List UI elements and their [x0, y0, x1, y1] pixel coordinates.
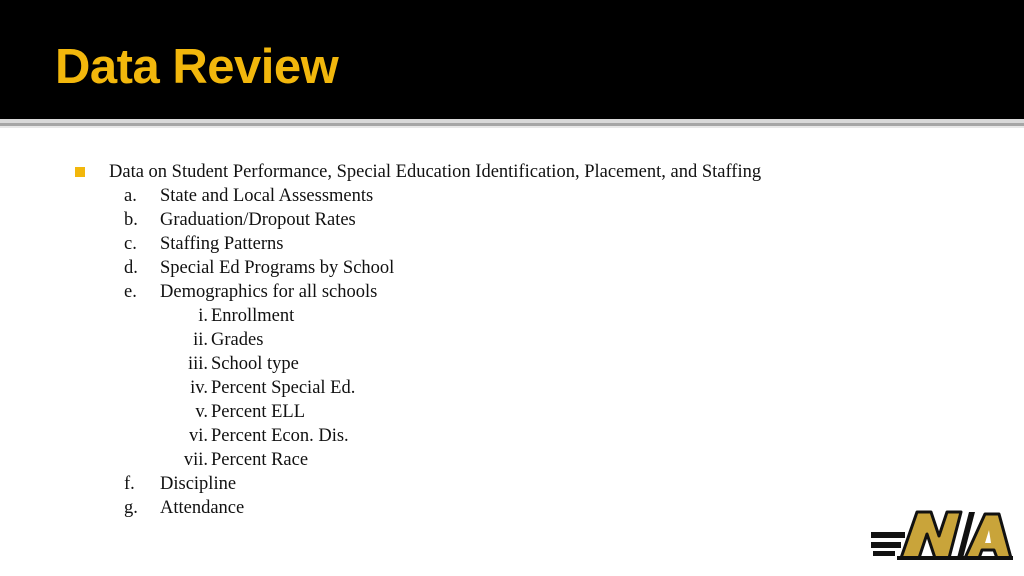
list-marker: b. — [124, 210, 138, 230]
list-item: Staffing Patterns — [160, 234, 284, 254]
sublist-marker: i. — [198, 306, 208, 326]
sublist-marker: iv. — [190, 378, 208, 398]
list-marker: d. — [124, 258, 138, 278]
sublist-marker: vii. — [183, 450, 208, 470]
list-marker: c. — [124, 234, 137, 254]
sublist-item: Enrollment — [211, 306, 295, 326]
bullet-text: Data on Student Performance, Special Education Identification, Placement, and Staffing — [109, 162, 762, 182]
na-logo-icon — [869, 506, 1014, 562]
sublist-marker: ii. — [193, 330, 208, 350]
sublist-marker: iii. — [187, 354, 208, 374]
sublist-item: School type — [211, 354, 299, 374]
list-item: State and Local Assessments — [160, 186, 374, 206]
slide-title: Data Review — [55, 40, 339, 94]
sublist-item: Percent Special Ed. — [211, 378, 356, 398]
sublist-item: Grades — [211, 330, 264, 350]
list-marker: a. — [124, 186, 137, 206]
list-marker: e. — [124, 282, 137, 302]
sublist-marker: vi. — [188, 426, 208, 446]
sublist-item: Percent Race — [211, 450, 309, 470]
sublist-item: Percent ELL — [211, 402, 305, 422]
list-item: Attendance — [160, 498, 245, 518]
list-item: Special Ed Programs by School — [160, 258, 395, 278]
sublist-item: Percent Econ. Dis. — [211, 426, 349, 446]
list-item: Demographics for all schools — [160, 282, 378, 302]
list-item: Graduation/Dropout Rates — [160, 210, 356, 230]
sublist-marker: v. — [195, 402, 208, 422]
list-marker: f. — [124, 474, 135, 494]
bullet-square-icon — [75, 167, 85, 177]
list-item: Discipline — [160, 474, 237, 494]
list-marker: g. — [124, 498, 138, 518]
